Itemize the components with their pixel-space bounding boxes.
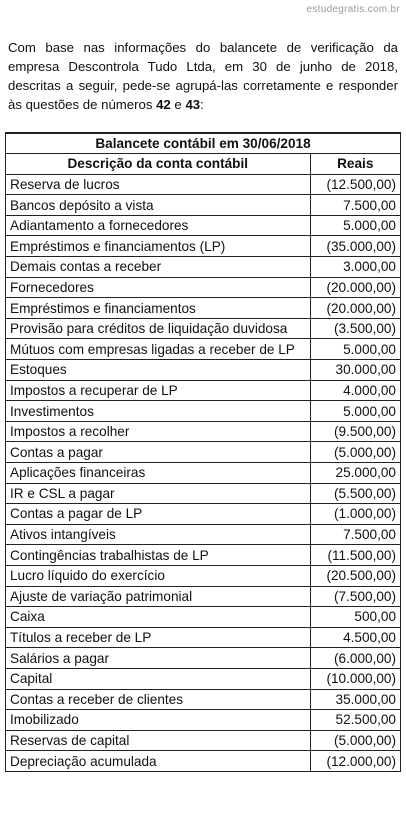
- table-row: [6, 442, 401, 463]
- table-row: [6, 586, 401, 607]
- table-row: [6, 318, 401, 339]
- table-row: [6, 195, 401, 216]
- table-row: [6, 751, 401, 772]
- table-row: [6, 648, 401, 669]
- table-row: [6, 668, 401, 689]
- table-row: [6, 380, 401, 401]
- account-description: Impostos a recuperar de LP: [6, 380, 311, 401]
- account-description: Caixa: [6, 607, 311, 628]
- account-description: Provisão para créditos de liquidação duvidosa: [6, 318, 311, 339]
- account-value: 5.000,00: [310, 339, 400, 360]
- account-value: (20.000,00): [310, 298, 400, 319]
- account-value: 7.500,00: [310, 524, 400, 545]
- account-description: Empréstimos e financiamentos: [6, 298, 311, 319]
- table-row: [6, 421, 401, 442]
- account-value: 30.000,00: [310, 360, 400, 381]
- account-description: Imobilizado: [6, 710, 311, 731]
- account-description: Títulos a receber de LP: [6, 627, 311, 648]
- balance-table: [5, 132, 401, 772]
- header-description: Descrição da conta contábil: [6, 154, 311, 175]
- table-row: [6, 463, 401, 484]
- header-value: Reais: [310, 154, 400, 175]
- table-row: [6, 339, 401, 360]
- account-value: (20.000,00): [310, 277, 400, 298]
- account-description: Estoques: [6, 360, 311, 381]
- table-caption-row: [6, 133, 401, 154]
- account-value: (3.500,00): [310, 318, 400, 339]
- account-description: Mútuos com empresas ligadas a receber de LP: [6, 339, 311, 360]
- table-row: [6, 710, 401, 731]
- intro-text: Com base nas informações do balancete de verificação da empresa Descontrola Tudo Ltda, em 30 de junho de 2018, descritas a seguir, pede-se agrupá-las corretamente e responder às questões de números: [8, 40, 398, 112]
- account-value: (11.500,00): [310, 545, 400, 566]
- account-value: 5.000,00: [310, 401, 400, 422]
- table-row: [6, 298, 401, 319]
- question-number-2: 43: [185, 97, 201, 112]
- account-value: (10.000,00): [310, 668, 400, 689]
- account-description: Ativos intangíveis: [6, 524, 311, 545]
- account-description: Investimentos: [6, 401, 311, 422]
- account-value: 3.000,00: [310, 257, 400, 278]
- account-value: 4.000,00: [310, 380, 400, 401]
- account-value: (5.000,00): [310, 730, 400, 751]
- account-description: Contas a pagar: [6, 442, 311, 463]
- account-description: Contas a pagar de LP: [6, 504, 311, 525]
- table-row: [6, 730, 401, 751]
- watermark: estudegratis.com.br: [306, 4, 400, 15]
- account-description: Adiantamento a fornecedores: [6, 215, 311, 236]
- account-description: Aplicações financeiras: [6, 463, 311, 484]
- account-value: 52.500,00: [310, 710, 400, 731]
- account-value: (7.500,00): [310, 586, 400, 607]
- table-row: [6, 627, 401, 648]
- account-description: Impostos a recolher: [6, 421, 311, 442]
- account-description: Capital: [6, 668, 311, 689]
- account-description: Fornecedores: [6, 277, 311, 298]
- account-value: 7.500,00: [310, 195, 400, 216]
- table-row: [6, 401, 401, 422]
- account-value: (1.000,00): [310, 504, 400, 525]
- question-number-1: 42: [156, 97, 171, 112]
- account-description: Lucro líquido do exercício: [6, 565, 311, 586]
- account-description: Ajuste de variação patrimonial: [6, 586, 311, 607]
- account-value: (12.000,00): [310, 751, 400, 772]
- account-description: IR e CSL a pagar: [6, 483, 311, 504]
- account-value: (12.500,00): [310, 174, 400, 195]
- account-description: Contas a receber de clientes: [6, 689, 311, 710]
- account-description: Reserva de lucros: [6, 174, 311, 195]
- account-value: 35.000,00: [310, 689, 400, 710]
- account-value: 4.500,00: [310, 627, 400, 648]
- account-description: Contingências trabalhistas de LP: [6, 545, 311, 566]
- account-value: (5.500,00): [310, 483, 400, 504]
- table-caption: Balancete contábil em 30/06/2018: [6, 133, 401, 154]
- account-description: Bancos depósito a vista: [6, 195, 311, 216]
- intro-connector: e: [170, 97, 186, 112]
- account-description: Empréstimos e financiamentos (LP): [6, 236, 311, 257]
- table-row: [6, 504, 401, 525]
- account-description: Depreciação acumulada: [6, 751, 311, 772]
- table-row: [6, 607, 401, 628]
- account-description: Reservas de capital: [6, 730, 311, 751]
- account-value: 500,00: [310, 607, 400, 628]
- account-value: 5.000,00: [310, 215, 400, 236]
- table-row: [6, 215, 401, 236]
- table-row: [6, 236, 401, 257]
- table-row: [6, 565, 401, 586]
- account-value: (35.000,00): [310, 236, 400, 257]
- account-value: (20.500,00): [310, 565, 400, 586]
- account-value: (6.000,00): [310, 648, 400, 669]
- table-row: [6, 257, 401, 278]
- table-row: [6, 360, 401, 381]
- table-row: [6, 277, 401, 298]
- table-row: [6, 689, 401, 710]
- table-row: [6, 524, 401, 545]
- table-body: [6, 174, 401, 771]
- table-row: [6, 483, 401, 504]
- intro-end: :: [200, 97, 204, 112]
- table-row: [6, 174, 401, 195]
- table-header-row: [6, 154, 401, 175]
- account-description: Salários a pagar: [6, 648, 311, 669]
- intro-paragraph: [8, 38, 398, 114]
- account-description: Demais contas a receber: [6, 257, 311, 278]
- account-value: 25.000,00: [310, 463, 400, 484]
- account-value: (9.500,00): [310, 421, 400, 442]
- table-row: [6, 545, 401, 566]
- account-value: (5.000,00): [310, 442, 400, 463]
